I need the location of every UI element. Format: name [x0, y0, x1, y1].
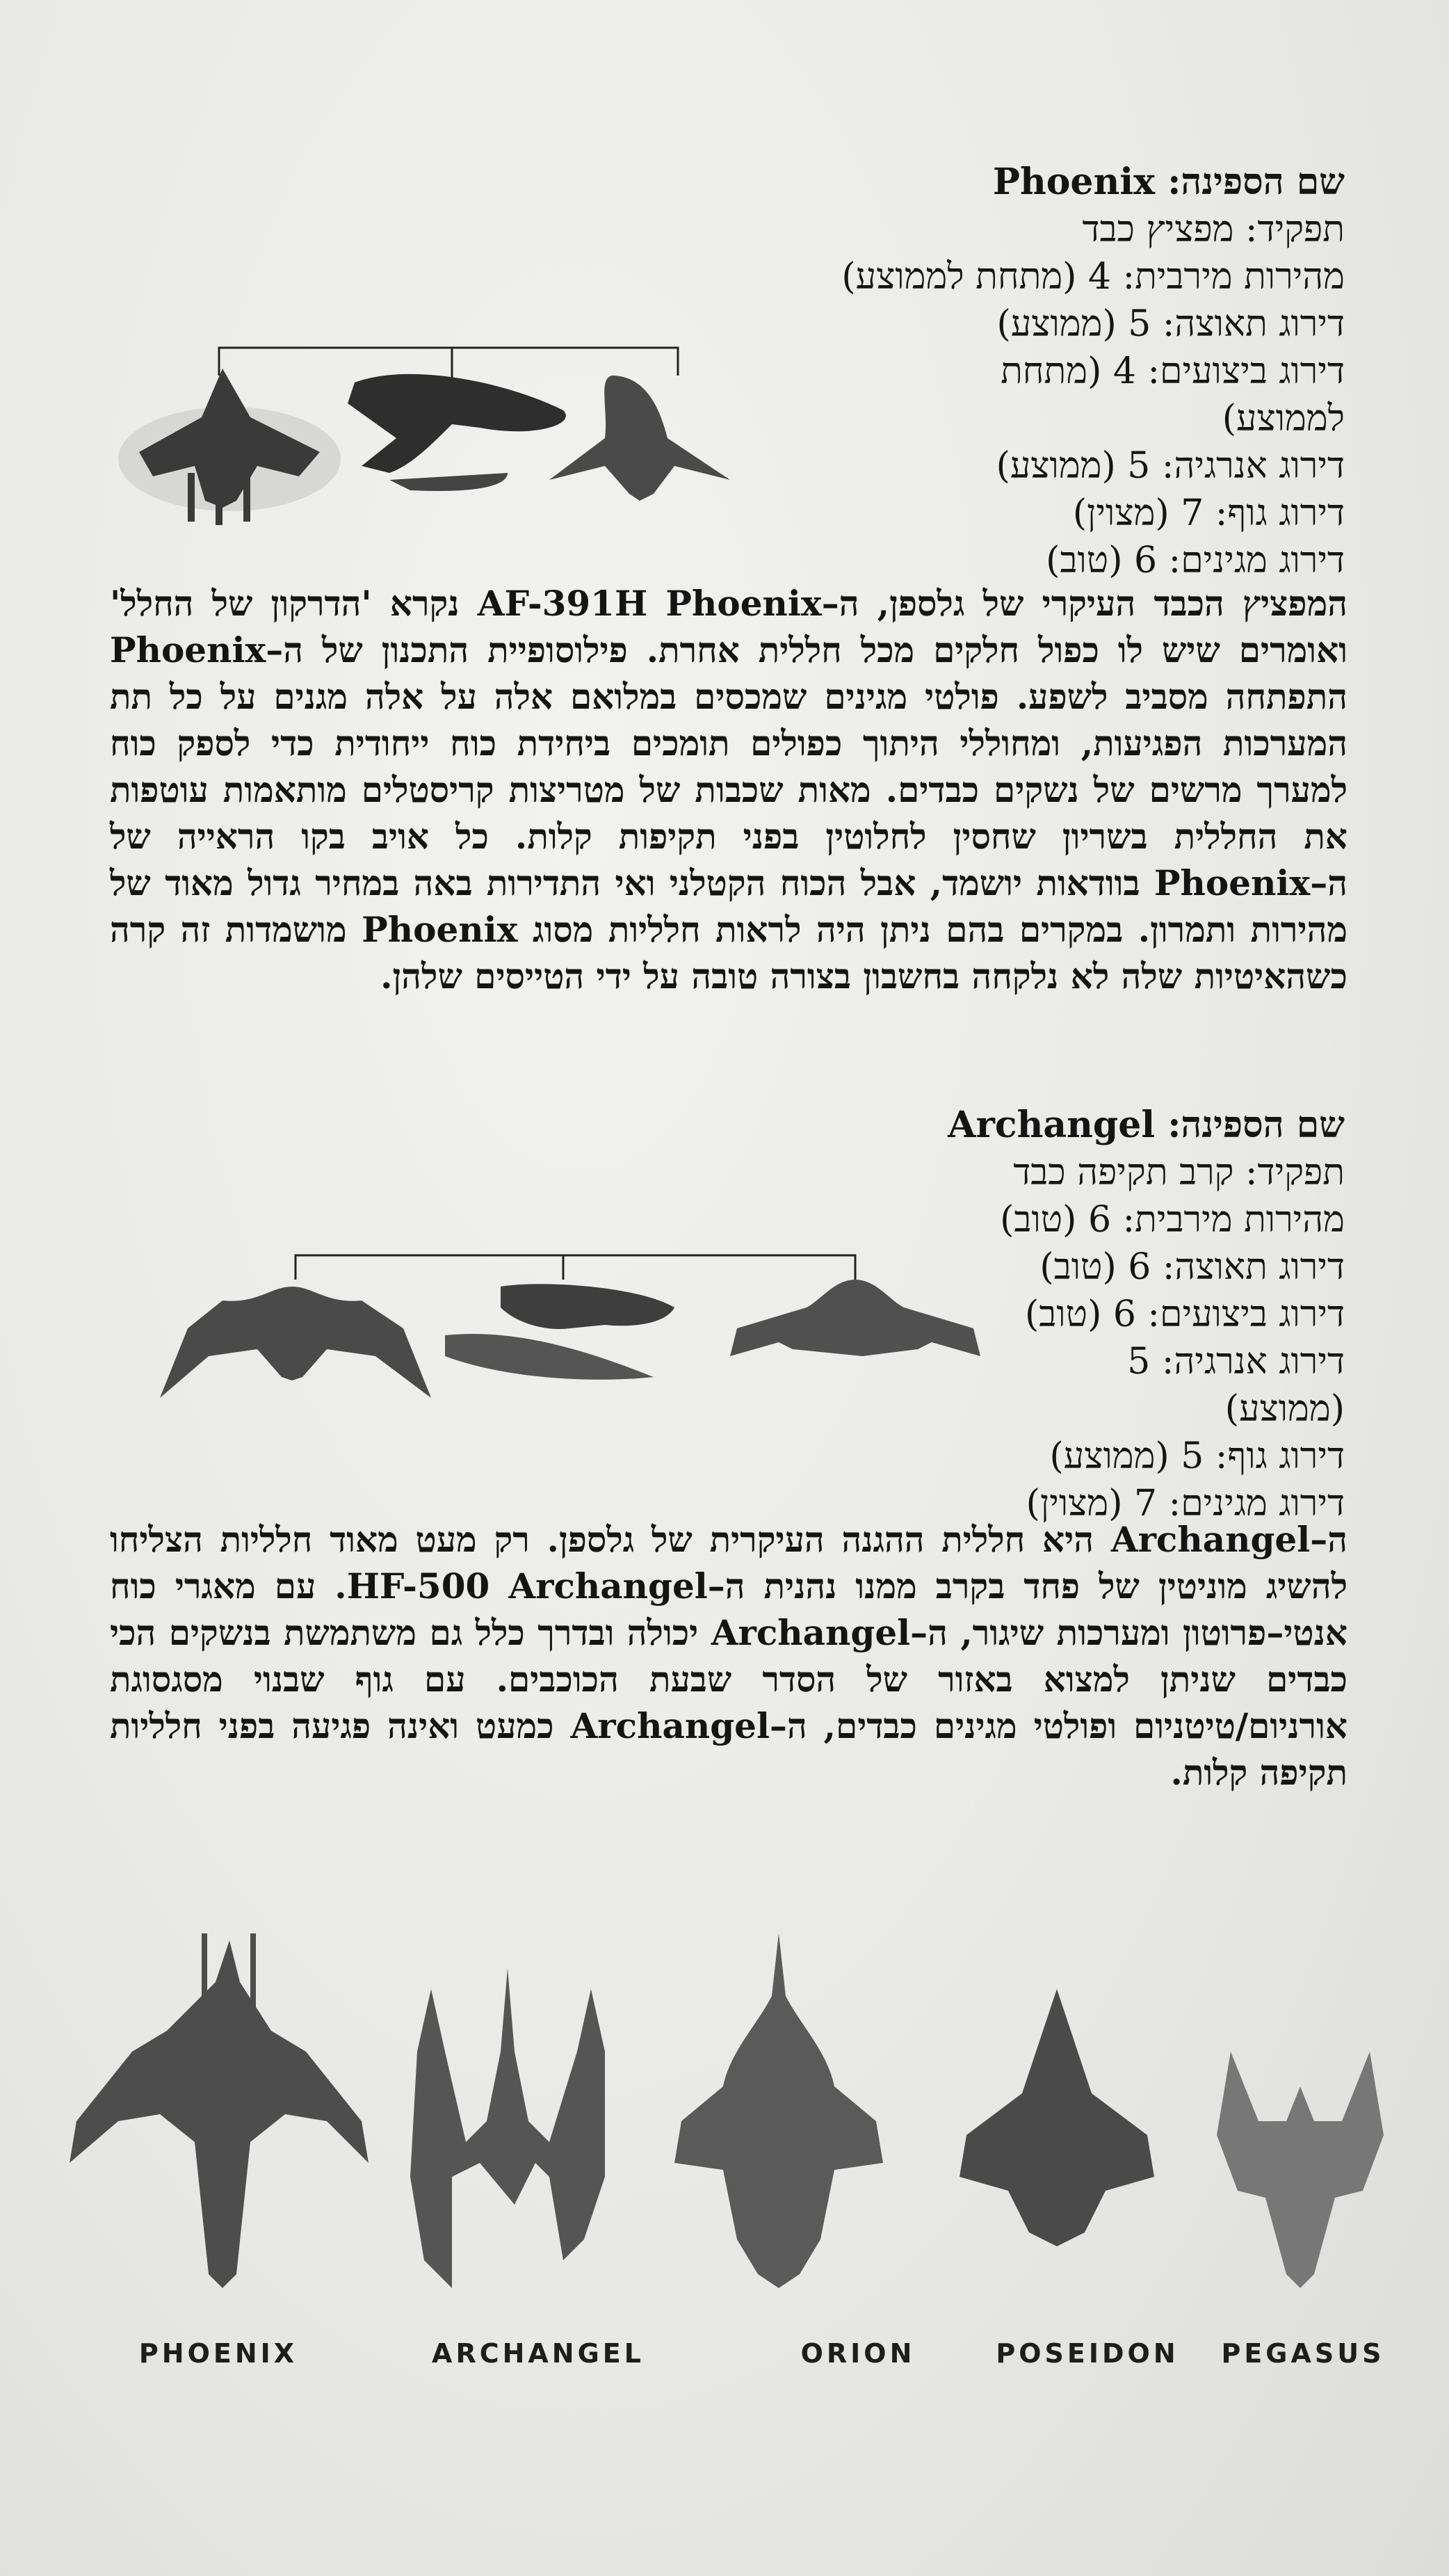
stat-speed: מהירות מירבית: 6 (טוב) — [1000, 1199, 1345, 1241]
archangel-description: ה–Archangel היא חללית ההגנה העיקרית של גלספן. רק מעט מאוד חלליות הצליחו להשיג מוניטין של פחד בקרב ממנו נהנית ה–HF-500 Archangel. עם מאגרי כוח אנטי–פרוטון ומערכות שיגור, ה–Archangel יכולה ובדרך כלל גם משתמשת בנשקים הכי כבדים שניתן למצוא באזור של הסדר שבעת הכוכבים. עם גוף שבנוי מסגסוגת אורניום/טיטניום ופולטי מגינים כבדים, ה–Archangel כמעט ואינה פגיעה בפני חלליות תקיפה קלות. — [110, 1519, 1347, 1793]
phoenix-title — [636, 159, 1345, 206]
caption-phoenix: PHOENIX — [138, 2338, 298, 2369]
stat-role: תפקיד: קרב תקיפה כבד — [1013, 1152, 1345, 1193]
fleet-lineup-illustration — [63, 1913, 1425, 2302]
stat-performance: דירוג ביצועים: 4 (מתחת — [1001, 351, 1345, 392]
stat-energy: דירוג אנרגיה: 5 (ממוצע) — [996, 445, 1345, 487]
stat-hull: דירוג גוף: 7 (מצוין) — [1072, 492, 1345, 534]
stat-role: תפקיד: מפציץ כבד — [1082, 209, 1345, 250]
archangel-ship-art — [410, 1968, 605, 2288]
ship-name-label: שם הספינה: — [1167, 1104, 1345, 1146]
stat-speed: מהירות מירבית: 4 (מתחת לממוצע) — [841, 256, 1345, 298]
archangel-three-view-illustration — [153, 1245, 1008, 1426]
caption-poseidon: POSEIDON — [996, 2338, 1179, 2369]
phoenix-three-view-illustration — [118, 334, 744, 542]
stat-shields: דירוג מגינים: 6 (טוב) — [1046, 540, 1345, 581]
phoenix-description: המפציץ הכבד העיקרי של גלספן, ה–AF-391H Phoenix נקרא 'הדרקון של החלל' ואומרים שיש לו כפול חלקים מכל חללית אחרת. פילוסופיית התכנון של ה–Phoenix התפתחה מסביב לשפע. פולטי מגינים שמכסים במלואם אלה על אלה מגנים על כל תת המערכות הפגיעות, ומחוללי היתוך כפולים תומכים ביחידת כוח ייחודית כדי לספק כוח למערך מרשים של נשקים כבדים. מאות שכבות של מטריצות קריסטלים מותאמות עוטפות את החללית בשריון שחסין לחלוטין בפני תקיפות קלות. כל אויב בקו הראייה של ה–Phoenix בוודאות יושמד, אבל הכוח הקטלני ואי התדירות באה במחיר גדול מאוד של מהירות ותמרון. במקרים בהם ניתן היה לראות חלליות מסוג Phoenix מושמדות זה קרה כשהאיטיות שלה לא נלקחה בחשבון בצורה טובה על ידי הטייסים שלהן. — [110, 583, 1347, 997]
stat-energy-cont: (ממוצע) — [1224, 1388, 1345, 1430]
stat-energy: דירוג אנרגיה: 5 — [1127, 1341, 1345, 1383]
stat-performance: דירוג ביצועים: 6 (טוב) — [1025, 1294, 1345, 1335]
ship-name-label: שם הספינה: — [1167, 161, 1345, 203]
orion-ship-art — [674, 1933, 883, 2288]
poseidon-ship-art — [960, 1989, 1154, 2246]
stat-hull: דירוג גוף: 5 (ממוצע) — [1049, 1435, 1345, 1477]
stat-performance-cont: לממוצע) — [1222, 398, 1345, 440]
phoenix-ship-art — [70, 1933, 369, 2288]
ship-name-value: Phoenix — [992, 161, 1156, 203]
archangel-title — [816, 1102, 1345, 1149]
stat-shields: דירוג מגינים: 7 (מצוין) — [1026, 1483, 1345, 1524]
stat-acceleration: דירוג תאוצה: 5 (ממוצע) — [996, 303, 1345, 345]
caption-orion: ORION — [800, 2338, 916, 2369]
ship-name-value: Archangel — [948, 1104, 1156, 1146]
pegasus-ship-art — [1217, 2052, 1384, 2288]
caption-archangel: ARCHANGEL — [432, 2338, 645, 2369]
stat-acceleration: דירוג תאוצה: 6 (טוב) — [1039, 1246, 1345, 1288]
caption-pegasus: PEGASUS — [1221, 2338, 1385, 2369]
